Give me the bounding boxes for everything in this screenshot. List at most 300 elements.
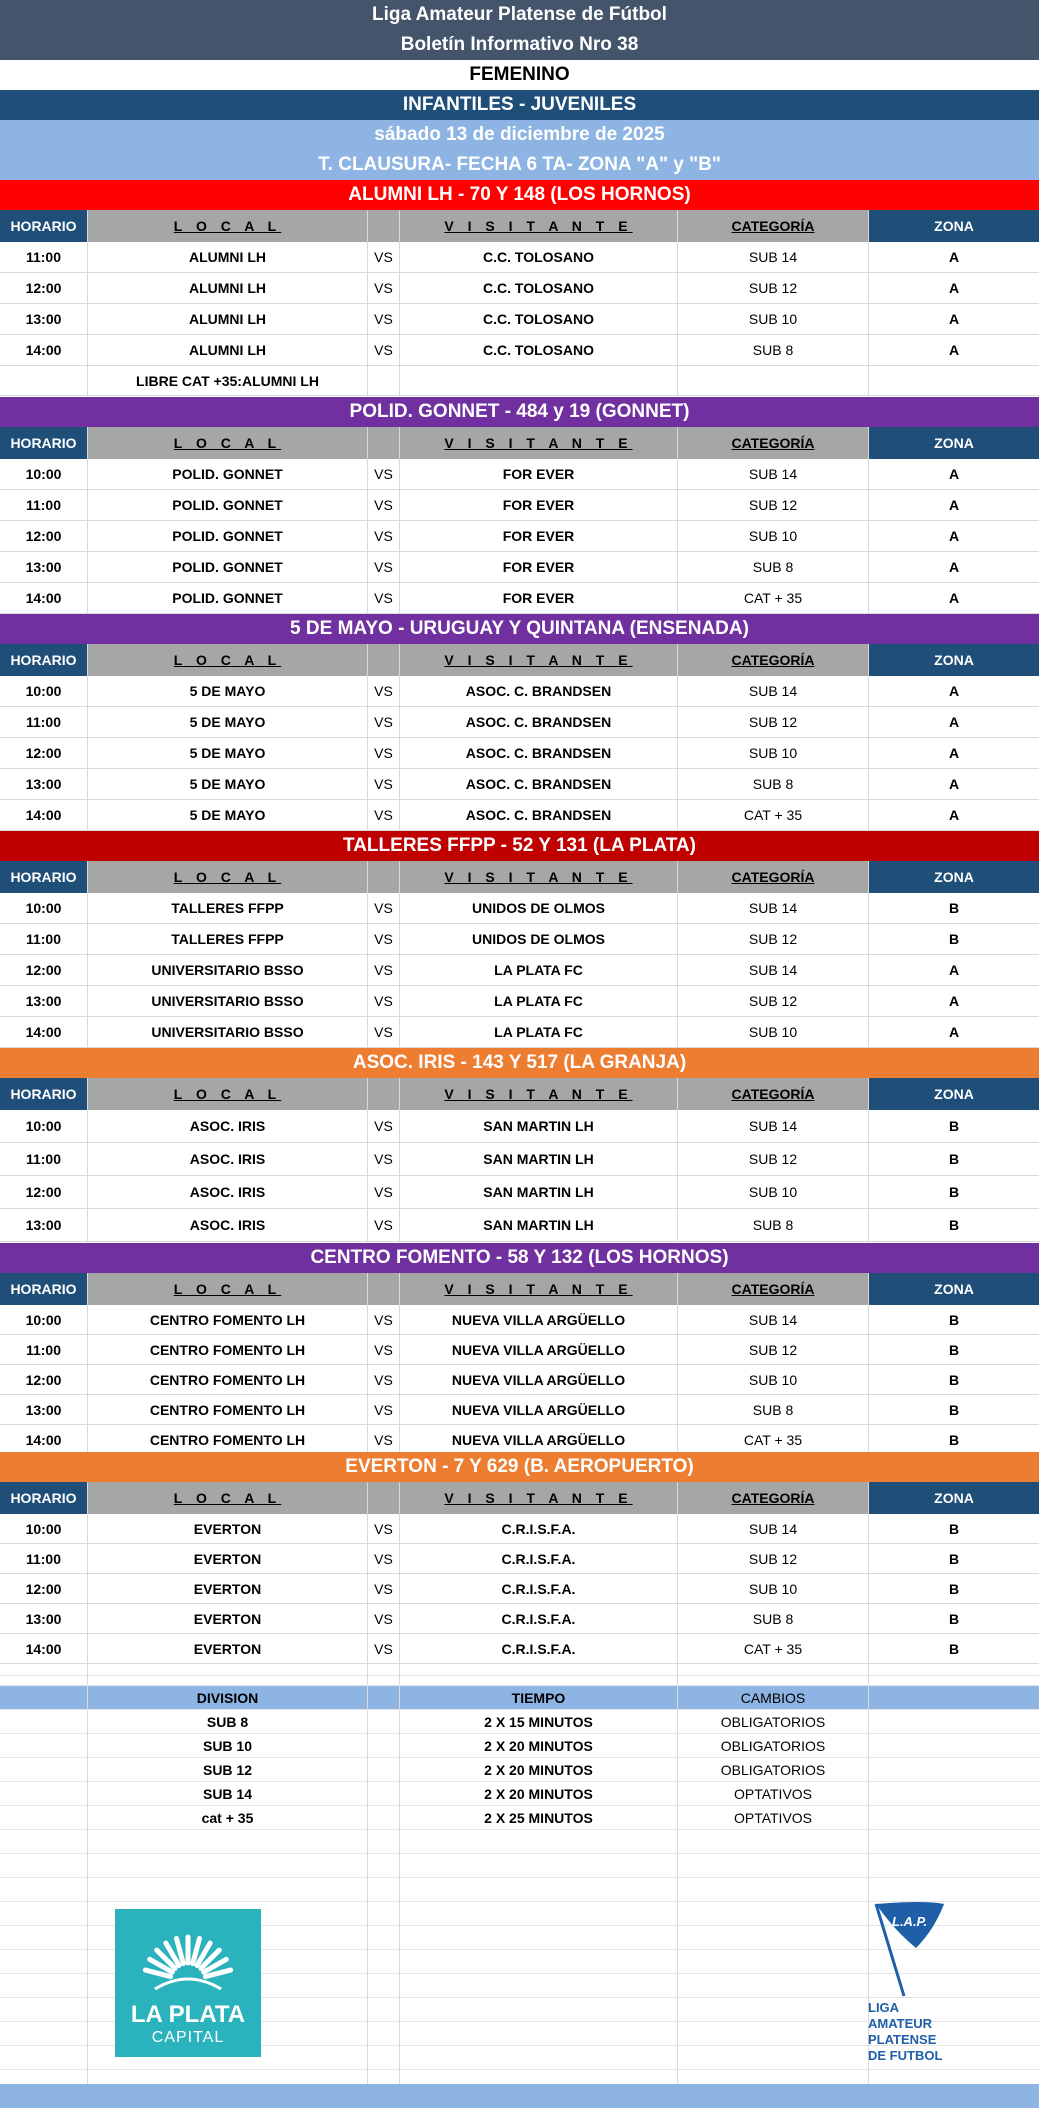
rules-row [0, 1710, 1039, 1734]
col-gap [368, 644, 400, 676]
vs-label: VS [368, 1544, 400, 1573]
vs-label: VS [368, 521, 400, 551]
match-category: SUB 10 [678, 521, 869, 551]
col-horario: HORARIO [0, 861, 88, 893]
match-time: 11:00 [0, 1143, 88, 1175]
rules-tiempo: 2 X 25 MINUTOS [400, 1806, 678, 1829]
match-visitor-team: ASOC. C. BRANDSEN [400, 707, 678, 737]
match-row [0, 1365, 1039, 1395]
match-zone: A [948, 342, 960, 358]
col-visitante: V I S I T A N T E [400, 1078, 678, 1110]
match-zone: B [948, 1550, 960, 1567]
blank-cell [0, 1878, 88, 1901]
note-blank [678, 366, 869, 395]
rules-row [0, 1782, 1039, 1806]
free-note-row [0, 366, 1039, 396]
match-zone: A [948, 311, 960, 327]
match-row [0, 1017, 1039, 1048]
blank-cell [368, 2022, 400, 2045]
match-time: 10:00 [0, 1305, 88, 1334]
match-time: 10:00 [0, 1110, 88, 1142]
match-row [0, 893, 1039, 924]
match-category: SUB 12 [678, 1143, 869, 1175]
match-local-team: EVERTON [88, 1634, 368, 1663]
match-time: 12:00 [0, 1365, 88, 1394]
col-horario: HORARIO [0, 210, 88, 242]
match-zone: B [948, 1431, 960, 1448]
match-time: 10:00 [0, 893, 88, 923]
match-category: SUB 10 [678, 738, 869, 768]
la-plata-capital-logo [115, 1909, 261, 2057]
blank-cell [0, 1926, 88, 1949]
rules-tiempo: 2 X 20 MINUTOS [400, 1782, 678, 1805]
col-categoria: CATEGORÍA [678, 1273, 869, 1305]
match-zone: A [948, 962, 960, 978]
vs-label: VS [368, 1634, 400, 1663]
match-local-team: CENTRO FOMENTO LH [88, 1395, 368, 1424]
match-visitor-team: UNIDOS DE OLMOS [400, 924, 678, 954]
vs-label: VS [368, 1514, 400, 1543]
venue-title: TALLERES FFPP - 52 Y 131 (LA PLATA) [0, 831, 1039, 861]
match-time: 10:00 [0, 1514, 88, 1543]
match-time: 12:00 [0, 1574, 88, 1603]
match-zone: B [948, 1118, 960, 1134]
match-zone: A [948, 993, 960, 1009]
rules-cambios: OBLIGATORIOS [678, 1734, 869, 1757]
match-time: 11:00 [0, 1335, 88, 1364]
blank-cell [678, 1662, 869, 1685]
col-categoria: CATEGORÍA [678, 210, 869, 242]
col-zona: ZONA [869, 210, 1039, 242]
rules-division: cat + 35 [88, 1806, 368, 1829]
blank-cell [0, 2046, 88, 2069]
col-gap [368, 861, 400, 893]
rules-blank [368, 1686, 400, 1709]
match-time: 13:00 [0, 304, 88, 334]
match-visitor-team: C.R.I.S.F.A. [400, 1634, 678, 1663]
col-gap [368, 1273, 400, 1305]
match-time: 13:00 [0, 1395, 88, 1424]
blank-cell [869, 1830, 1039, 1853]
rules-blank [368, 1782, 400, 1805]
match-row [0, 1209, 1039, 1242]
column-header-row [0, 1482, 1039, 1514]
col-local: L O C A L [88, 1273, 368, 1305]
match-visitor-team: FOR EVER [400, 552, 678, 582]
vs-label: VS [368, 335, 400, 365]
free-team-note: LIBRE CAT +35:ALUMNI LH [88, 366, 368, 395]
col-zona: ZONA [869, 861, 1039, 893]
blank-cell [368, 1974, 400, 1997]
match-category: SUB 10 [678, 1017, 869, 1047]
col-horario: HORARIO [0, 1078, 88, 1110]
match-category: SUB 14 [678, 1514, 869, 1543]
vs-label: VS [368, 955, 400, 985]
match-time: 14:00 [0, 800, 88, 830]
vs-label: VS [368, 1365, 400, 1394]
column-header-row [0, 210, 1039, 242]
match-local-team: CENTRO FOMENTO LH [88, 1425, 368, 1454]
rules-blank [0, 1806, 88, 1829]
rules-blank [869, 1686, 1039, 1709]
match-zone: A [948, 1024, 960, 1040]
lap-flag-text: L.A.P. [892, 1914, 928, 1929]
match-category: SUB 12 [678, 924, 869, 954]
match-category: SUB 12 [678, 1335, 869, 1364]
column-header-row [0, 427, 1039, 459]
match-local-team: EVERTON [88, 1604, 368, 1633]
blank-cell [678, 2046, 869, 2069]
match-local-team: EVERTON [88, 1544, 368, 1573]
match-category: CAT + 35 [678, 1425, 869, 1454]
match-time: 12:00 [0, 521, 88, 551]
match-zone: B [948, 1341, 960, 1358]
note-blank [869, 366, 1039, 395]
rules-blank [869, 1758, 1039, 1781]
match-zone: A [948, 466, 960, 482]
match-row [0, 335, 1039, 366]
col-categoria: CATEGORÍA [678, 427, 869, 459]
match-time: 13:00 [0, 552, 88, 582]
blank-cell [368, 1902, 400, 1925]
match-row [0, 552, 1039, 583]
match-category: SUB 8 [678, 1604, 869, 1633]
match-row [0, 1574, 1039, 1604]
rules-tiempo: 2 X 15 MINUTOS [400, 1710, 678, 1733]
rules-blank [368, 1806, 400, 1829]
match-visitor-team: C.R.I.S.F.A. [400, 1544, 678, 1573]
blank-cell [88, 1830, 368, 1853]
match-time: 10:00 [0, 459, 88, 489]
match-zone: A [948, 280, 960, 296]
vs-label: VS [368, 1110, 400, 1142]
blank-cell [0, 1902, 88, 1925]
col-gap [368, 1078, 400, 1110]
rules-blank [0, 1758, 88, 1781]
vs-label: VS [368, 1395, 400, 1424]
rules-tiempo: 2 X 20 MINUTOS [400, 1734, 678, 1757]
match-time: 12:00 [0, 955, 88, 985]
blank-cell [678, 1998, 869, 2021]
vs-label: VS [368, 1574, 400, 1603]
match-local-team: UNIVERSITARIO BSSO [88, 1017, 368, 1047]
match-zone: B [948, 931, 960, 947]
match-category: SUB 12 [678, 986, 869, 1016]
match-zone: A [948, 776, 960, 792]
col-categoria: CATEGORÍA [678, 861, 869, 893]
rules-cambios: OBLIGATORIOS [678, 1758, 869, 1781]
rules-blank [869, 1782, 1039, 1805]
match-time: 14:00 [0, 1425, 88, 1454]
match-time: 13:00 [0, 1209, 88, 1241]
match-row [0, 521, 1039, 552]
match-visitor-team: ASOC. C. BRANDSEN [400, 800, 678, 830]
match-visitor-team: NUEVA VILLA ARGÜELLO [400, 1395, 678, 1424]
rules-blank [0, 1686, 88, 1709]
match-row [0, 986, 1039, 1017]
vs-label: VS [368, 242, 400, 272]
blank-cell [88, 1662, 368, 1685]
venue-title: ALUMNI LH - 70 Y 148 (LOS HORNOS) [0, 180, 1039, 210]
rules-blank [0, 1734, 88, 1757]
header-line-5: sábado 13 de diciembre de 2025 [0, 120, 1039, 150]
match-zone: B [948, 1217, 960, 1233]
match-local-team: EVERTON [88, 1574, 368, 1603]
blank-cell [400, 1926, 678, 1949]
vs-label: VS [368, 676, 400, 706]
match-row [0, 738, 1039, 769]
match-time: 12:00 [0, 273, 88, 303]
vs-label: VS [368, 490, 400, 520]
col-zona: ZONA [869, 1482, 1039, 1514]
vs-label: VS [368, 304, 400, 334]
blank-cell [400, 2046, 678, 2069]
blank-cell [678, 1950, 869, 1973]
rules-row [0, 1758, 1039, 1782]
match-local-team: 5 DE MAYO [88, 738, 368, 768]
match-row [0, 955, 1039, 986]
match-time: 13:00 [0, 769, 88, 799]
header-line-3: FEMENINO [0, 60, 1039, 90]
match-zone: A [948, 683, 960, 699]
lap-logo [864, 1900, 974, 2063]
match-local-team: POLID. GONNET [88, 459, 368, 489]
match-row [0, 1335, 1039, 1365]
match-visitor-team: ASOC. C. BRANDSEN [400, 738, 678, 768]
blank-cell [400, 1830, 678, 1853]
match-category: SUB 14 [678, 676, 869, 706]
match-category: SUB 8 [678, 552, 869, 582]
match-category: SUB 14 [678, 459, 869, 489]
blank-cell [88, 1854, 368, 1877]
header-line-4: INFANTILES - JUVENILES [0, 90, 1039, 120]
vs-label: VS [368, 1604, 400, 1633]
blank-cell [869, 1662, 1039, 1685]
venue-title: ASOC. IRIS - 143 Y 517 (LA GRANJA) [0, 1048, 1039, 1078]
match-zone: B [948, 1371, 960, 1388]
rules-blank [368, 1758, 400, 1781]
col-visitante: V I S I T A N T E [400, 861, 678, 893]
match-local-team: ALUMNI LH [88, 304, 368, 334]
lap-text-line: LIGA [868, 2000, 900, 2015]
blank-cell [0, 1998, 88, 2021]
match-visitor-team: NUEVA VILLA ARGÜELLO [400, 1425, 678, 1454]
match-zone: B [948, 1151, 960, 1167]
vs-label: VS [368, 459, 400, 489]
col-categoria: CATEGORÍA [678, 1482, 869, 1514]
match-category: SUB 8 [678, 1209, 869, 1241]
match-time: 13:00 [0, 1604, 88, 1633]
blank-row [0, 1854, 1039, 1878]
column-header-row [0, 861, 1039, 893]
match-zone: A [948, 714, 960, 730]
match-local-team: TALLERES FFPP [88, 893, 368, 923]
match-row [0, 1143, 1039, 1176]
blank-cell [678, 1878, 869, 1901]
match-local-team: CENTRO FOMENTO LH [88, 1305, 368, 1334]
match-visitor-team: FOR EVER [400, 459, 678, 489]
col-gap [368, 427, 400, 459]
col-zona: ZONA [869, 1078, 1039, 1110]
match-category: SUB 8 [678, 335, 869, 365]
blank-row [0, 1662, 1039, 1686]
vs-label: VS [368, 707, 400, 737]
match-category: SUB 8 [678, 1395, 869, 1424]
rules-division-header: DIVISION [88, 1686, 368, 1709]
match-local-team: UNIVERSITARIO BSSO [88, 986, 368, 1016]
match-category: SUB 10 [678, 1176, 869, 1208]
match-category: SUB 14 [678, 242, 869, 272]
match-visitor-team: C.R.I.S.F.A. [400, 1574, 678, 1603]
blank-cell [400, 1662, 678, 1685]
col-local: L O C A L [88, 1482, 368, 1514]
match-category: SUB 12 [678, 490, 869, 520]
match-zone: A [948, 590, 960, 606]
match-visitor-team: SAN MARTIN LH [400, 1209, 678, 1241]
match-row [0, 1425, 1039, 1455]
match-local-team: ASOC. IRIS [88, 1143, 368, 1175]
col-horario: HORARIO [0, 427, 88, 459]
match-visitor-team: NUEVA VILLA ARGÜELLO [400, 1335, 678, 1364]
col-zona: ZONA [869, 644, 1039, 676]
match-row [0, 769, 1039, 800]
blank-cell [678, 1902, 869, 1925]
la-plata-text: LA PLATA [130, 2001, 246, 2028]
col-local: L O C A L [88, 1078, 368, 1110]
match-visitor-team: SAN MARTIN LH [400, 1110, 678, 1142]
match-local-team: ALUMNI LH [88, 242, 368, 272]
rules-blank [869, 1734, 1039, 1757]
vs-label: VS [368, 1335, 400, 1364]
blank-cell [678, 1854, 869, 1877]
column-header-row [0, 1273, 1039, 1305]
rules-cambios: OPTATIVOS [678, 1806, 869, 1829]
vs-label: VS [368, 800, 400, 830]
blank-cell [88, 1878, 368, 1901]
lap-text-line: AMATEUR [868, 2016, 933, 2031]
match-zone: B [948, 1184, 960, 1200]
col-horario: HORARIO [0, 1482, 88, 1514]
blank-cell [400, 1854, 678, 1877]
match-visitor-team: ASOC. C. BRANDSEN [400, 769, 678, 799]
match-visitor-team: LA PLATA FC [400, 1017, 678, 1047]
blank-cell [400, 1974, 678, 1997]
match-row [0, 924, 1039, 955]
lap-text-line: DE FUTBOL [868, 2048, 943, 2063]
rules-blank [869, 1710, 1039, 1733]
match-visitor-team: C.C. TOLOSANO [400, 242, 678, 272]
rules-tiempo-header: TIEMPO [400, 1686, 678, 1709]
match-local-team: UNIVERSITARIO BSSO [88, 955, 368, 985]
match-zone: A [948, 745, 960, 761]
rules-blank [869, 1806, 1039, 1829]
match-row [0, 490, 1039, 521]
match-visitor-team: SAN MARTIN LH [400, 1176, 678, 1208]
vs-label: VS [368, 1143, 400, 1175]
match-zone: A [948, 497, 960, 513]
col-zona: ZONA [869, 427, 1039, 459]
column-header-row [0, 644, 1039, 676]
match-local-team: POLID. GONNET [88, 552, 368, 582]
blank-cell [869, 1878, 1039, 1901]
blank-cell [368, 1830, 400, 1853]
match-category: CAT + 35 [678, 800, 869, 830]
rules-division: SUB 10 [88, 1734, 368, 1757]
match-local-team: TALLERES FFPP [88, 924, 368, 954]
match-row [0, 676, 1039, 707]
match-time: 12:00 [0, 1176, 88, 1208]
match-row [0, 707, 1039, 738]
match-row [0, 1110, 1039, 1143]
blank-cell [678, 2022, 869, 2045]
match-local-team: ASOC. IRIS [88, 1209, 368, 1241]
match-zone: A [948, 559, 960, 575]
vs-label: VS [368, 986, 400, 1016]
blank-cell [0, 1662, 88, 1685]
match-visitor-team: C.C. TOLOSANO [400, 273, 678, 303]
match-visitor-team: ASOC. C. BRANDSEN [400, 676, 678, 706]
match-category: SUB 14 [678, 1110, 869, 1142]
note-blank [0, 366, 88, 395]
blank-cell [400, 1878, 678, 1901]
match-zone: A [948, 249, 960, 265]
match-visitor-team: UNIDOS DE OLMOS [400, 893, 678, 923]
rules-row [0, 1806, 1039, 1830]
col-categoria: CATEGORÍA [678, 644, 869, 676]
rules-blank [0, 1710, 88, 1733]
match-category: SUB 10 [678, 304, 869, 334]
match-category: SUB 10 [678, 1574, 869, 1603]
col-local: L O C A L [88, 427, 368, 459]
match-zone: B [948, 1580, 960, 1597]
match-visitor-team: C.R.I.S.F.A. [400, 1604, 678, 1633]
col-visitante: V I S I T A N T E [400, 210, 678, 242]
match-time: 10:00 [0, 676, 88, 706]
match-zone: B [948, 900, 960, 916]
col-visitante: V I S I T A N T E [400, 427, 678, 459]
match-row [0, 459, 1039, 490]
match-visitor-team: NUEVA VILLA ARGÜELLO [400, 1365, 678, 1394]
col-local: L O C A L [88, 644, 368, 676]
venue-title: EVERTON - 7 Y 629 (B. AEROPUERTO) [0, 1452, 1039, 1482]
rules-division: SUB 14 [88, 1782, 368, 1805]
venue-title: 5 DE MAYO - URUGUAY Y QUINTANA (ENSENADA) [0, 614, 1039, 644]
match-zone: A [948, 807, 960, 823]
match-row [0, 583, 1039, 614]
col-gap [368, 1482, 400, 1514]
venue-title: POLID. GONNET - 484 y 19 (GONNET) [0, 397, 1039, 427]
note-blank [368, 366, 400, 395]
blank-cell [368, 1950, 400, 1973]
match-row [0, 273, 1039, 304]
match-time: 11:00 [0, 707, 88, 737]
match-time: 14:00 [0, 1017, 88, 1047]
match-visitor-team: LA PLATA FC [400, 955, 678, 985]
col-visitante: V I S I T A N T E [400, 1273, 678, 1305]
lap-text-line: PLATENSE [868, 2032, 937, 2047]
match-time: 14:00 [0, 1634, 88, 1663]
vs-label: VS [368, 769, 400, 799]
blank-cell [0, 2022, 88, 2045]
match-row [0, 242, 1039, 273]
blank-cell [368, 1854, 400, 1877]
column-header-row [0, 1078, 1039, 1110]
match-row [0, 1604, 1039, 1634]
match-category: SUB 12 [678, 707, 869, 737]
match-local-team: ASOC. IRIS [88, 1176, 368, 1208]
match-local-team: POLID. GONNET [88, 521, 368, 551]
match-category: SUB 12 [678, 1544, 869, 1573]
